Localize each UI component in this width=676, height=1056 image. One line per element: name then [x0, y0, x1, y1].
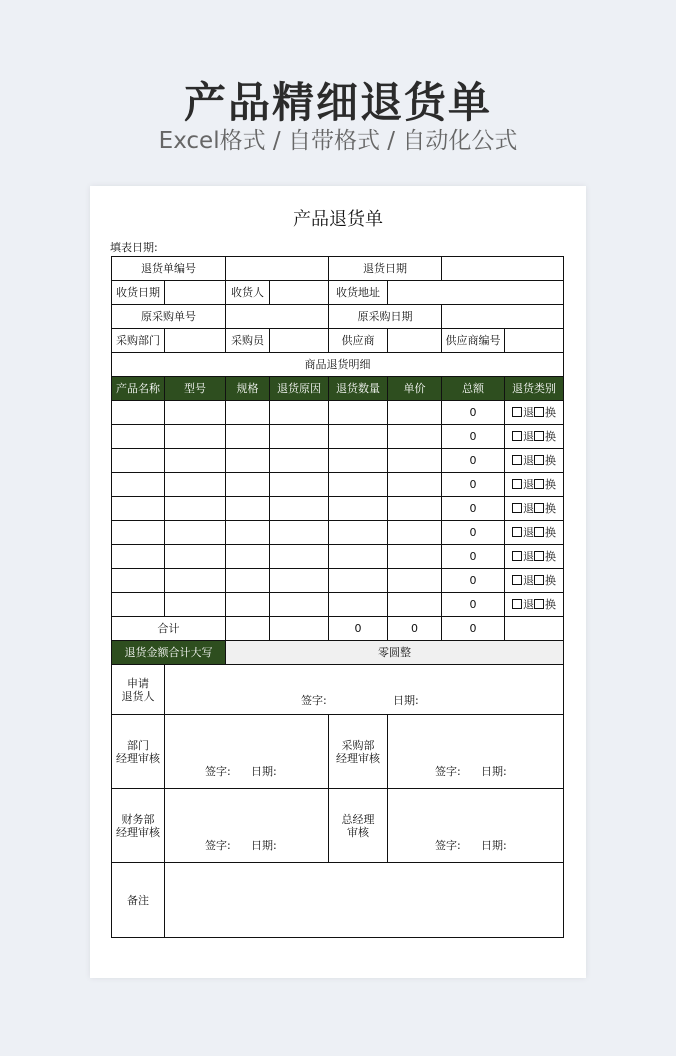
- reason-cell[interactable]: [270, 473, 329, 497]
- receive-date-field[interactable]: [165, 281, 226, 305]
- model-cell[interactable]: [165, 521, 226, 545]
- dept-row: [112, 715, 564, 789]
- return-checkbox[interactable]: [512, 599, 522, 609]
- row-total-cell: 0: [442, 401, 505, 425]
- receive-addr-field[interactable]: [388, 281, 564, 305]
- exchange-label: 换: [545, 502, 556, 515]
- category-cell: [505, 449, 564, 473]
- qty-cell[interactable]: [329, 473, 388, 497]
- reason-cell[interactable]: [270, 521, 329, 545]
- return-label: 退: [523, 502, 534, 515]
- model-cell[interactable]: [165, 569, 226, 593]
- sum-category: [505, 617, 564, 641]
- sum-qty: 0: [329, 617, 388, 641]
- general-mgr-label-text: 总经理 审核: [341, 812, 375, 839]
- row-total-cell: 0: [442, 425, 505, 449]
- sum-price: 0: [388, 617, 442, 641]
- supplier-no-field[interactable]: [505, 329, 564, 353]
- return-label: 退: [523, 598, 534, 611]
- product-name-cell[interactable]: [112, 545, 165, 569]
- spec-cell[interactable]: [226, 545, 270, 569]
- row-total-cell: 0: [442, 545, 505, 569]
- qty-cell[interactable]: [329, 545, 388, 569]
- price-cell[interactable]: [388, 545, 442, 569]
- supplier-no-label: 供应商编号: [442, 329, 505, 353]
- model-cell[interactable]: [165, 545, 226, 569]
- exchange-label: 换: [545, 598, 556, 611]
- col-qty: 退货数量: [329, 377, 388, 401]
- return-label: 退: [523, 454, 534, 467]
- product-name-cell[interactable]: [112, 401, 165, 425]
- model-cell[interactable]: [165, 449, 226, 473]
- exchange-label: 换: [545, 526, 556, 539]
- supplier-field[interactable]: [388, 329, 442, 353]
- applicant-sign-label: 签字:: [301, 694, 327, 707]
- general-mgr-label: [329, 789, 388, 863]
- spec-cell[interactable]: [226, 473, 270, 497]
- spec-cell[interactable]: [226, 569, 270, 593]
- exchange-checkbox[interactable]: [534, 575, 544, 585]
- price-cell[interactable]: [388, 521, 442, 545]
- return-checkbox[interactable]: [512, 407, 522, 417]
- dept-mgr-date-label: 日期:: [251, 765, 277, 778]
- qty-cell[interactable]: [329, 521, 388, 545]
- return-checkbox[interactable]: [512, 431, 522, 441]
- sum-label: 合计: [112, 617, 226, 641]
- qty-cell[interactable]: [329, 497, 388, 521]
- exchange-checkbox[interactable]: [534, 503, 544, 513]
- purchase-dept-field[interactable]: [165, 329, 226, 353]
- table-row: [112, 521, 564, 545]
- table-row: [112, 425, 564, 449]
- detail-title: 商品退货明细: [112, 353, 564, 377]
- return-date-label: 退货日期: [329, 257, 442, 281]
- product-name-cell[interactable]: [112, 473, 165, 497]
- price-cell[interactable]: [388, 593, 442, 617]
- col-spec: 规格: [226, 377, 270, 401]
- finance-mgr-sign-label: 签字:: [205, 839, 231, 852]
- table-row: [112, 449, 564, 473]
- product-name-cell[interactable]: [112, 449, 165, 473]
- info-row-1: [112, 257, 564, 281]
- qty-cell[interactable]: [329, 569, 388, 593]
- qty-cell[interactable]: [329, 449, 388, 473]
- return-date-field[interactable]: [442, 257, 564, 281]
- receive-addr-label: 收货地址: [329, 281, 388, 305]
- product-name-cell[interactable]: [112, 497, 165, 521]
- sum-reason: [270, 617, 329, 641]
- fill-date-label: 填表日期:: [110, 241, 158, 254]
- form-title: 产品退货单: [293, 209, 383, 230]
- applicant-sign-area[interactable]: [165, 665, 564, 715]
- exchange-checkbox[interactable]: [534, 599, 544, 609]
- receiver-field[interactable]: [270, 281, 329, 305]
- row-total-cell: 0: [442, 449, 505, 473]
- return-no-label: 退货单编号: [112, 257, 226, 281]
- row-total-cell: 0: [442, 521, 505, 545]
- exchange-label: 换: [545, 454, 556, 467]
- return-checkbox[interactable]: [512, 527, 522, 537]
- category-cell: [505, 593, 564, 617]
- col-model: 型号: [165, 377, 226, 401]
- table-row: [112, 569, 564, 593]
- exchange-label: 换: [545, 550, 556, 563]
- spec-cell[interactable]: [226, 401, 270, 425]
- price-cell[interactable]: [388, 569, 442, 593]
- dept-mgr-sign-area[interactable]: [165, 715, 329, 789]
- dept-mgr-label: [112, 715, 165, 789]
- purchase-mgr-date-label: 日期:: [481, 765, 507, 778]
- finance-mgr-label-text: 财务部 经理审核: [116, 812, 160, 839]
- exchange-checkbox[interactable]: [534, 479, 544, 489]
- remarks-field[interactable]: [165, 863, 564, 938]
- purchase-dept-label: 采购部门: [112, 329, 165, 353]
- finance-row: [112, 789, 564, 863]
- row-total-cell: 0: [442, 593, 505, 617]
- exchange-checkbox[interactable]: [534, 551, 544, 561]
- purchase-mgr-sign-label: 签字:: [435, 765, 461, 778]
- spec-cell[interactable]: [226, 521, 270, 545]
- applicant-row: [112, 665, 564, 715]
- applicant-label: [112, 665, 165, 715]
- category-cell: [505, 497, 564, 521]
- model-cell[interactable]: [165, 593, 226, 617]
- finance-mgr-label: [112, 789, 165, 863]
- reason-cell[interactable]: [270, 449, 329, 473]
- category-cell: [505, 521, 564, 545]
- receiver-label: 收货人: [226, 281, 270, 305]
- exchange-label: 换: [545, 406, 556, 419]
- row-total-cell: 0: [442, 569, 505, 593]
- col-price: 单价: [388, 377, 442, 401]
- sum-total: 0: [442, 617, 505, 641]
- price-cell[interactable]: [388, 497, 442, 521]
- category-cell: [505, 401, 564, 425]
- table-row: [112, 497, 564, 521]
- category-cell: [505, 473, 564, 497]
- return-checkbox[interactable]: [512, 575, 522, 585]
- product-name-cell[interactable]: [112, 569, 165, 593]
- page-title: 产品精细退货单: [183, 78, 492, 127]
- detail-title-row: [112, 353, 564, 377]
- table-row: [112, 401, 564, 425]
- amount-words-row: [112, 641, 564, 665]
- dept-mgr-sign-label: 签字:: [205, 765, 231, 778]
- return-label: 退: [523, 430, 534, 443]
- product-name-cell[interactable]: [112, 425, 165, 449]
- model-cell[interactable]: [165, 497, 226, 521]
- return-form-table: [111, 256, 564, 938]
- price-cell[interactable]: [388, 449, 442, 473]
- reason-cell[interactable]: [270, 593, 329, 617]
- amount-words-value: 零圆整: [226, 641, 564, 665]
- po-no-field[interactable]: [226, 305, 329, 329]
- sum-row: [112, 617, 564, 641]
- return-no-field[interactable]: [226, 257, 329, 281]
- page-subtitle: Excel格式 / 自带格式 / 自动化公式: [158, 128, 518, 154]
- applicant-date-label: 日期:: [393, 694, 419, 707]
- table-row: [112, 593, 564, 617]
- spec-cell[interactable]: [226, 497, 270, 521]
- buyer-label: 采购员: [226, 329, 270, 353]
- exchange-label: 换: [545, 574, 556, 587]
- product-name-cell[interactable]: [112, 521, 165, 545]
- row-total-cell: 0: [442, 473, 505, 497]
- remarks-label: 备注: [112, 863, 165, 938]
- reason-cell[interactable]: [270, 497, 329, 521]
- purchase-mgr-label-text: 采购部 经理审核: [336, 738, 380, 765]
- finance-mgr-date-label: 日期:: [251, 839, 277, 852]
- return-label: 退: [523, 526, 534, 539]
- general-mgr-date-label: 日期:: [481, 839, 507, 852]
- table-row: [112, 473, 564, 497]
- general-mgr-sign-area[interactable]: [388, 789, 564, 863]
- qty-cell[interactable]: [329, 593, 388, 617]
- table-row: [112, 545, 564, 569]
- sum-spec: [226, 617, 270, 641]
- model-cell[interactable]: [165, 473, 226, 497]
- category-cell: [505, 425, 564, 449]
- return-checkbox[interactable]: [512, 551, 522, 561]
- spec-cell[interactable]: [226, 425, 270, 449]
- exchange-checkbox[interactable]: [534, 527, 544, 537]
- purchase-mgr-label: [329, 715, 388, 789]
- model-cell[interactable]: [165, 401, 226, 425]
- receive-date-label: 收货日期: [112, 281, 165, 305]
- reason-cell[interactable]: [270, 425, 329, 449]
- col-category: 退货类别: [505, 377, 564, 401]
- model-cell[interactable]: [165, 425, 226, 449]
- general-mgr-sign-label: 签字:: [435, 839, 461, 852]
- exchange-label: 换: [545, 478, 556, 491]
- row-total-cell: 0: [442, 497, 505, 521]
- buyer-field[interactable]: [270, 329, 329, 353]
- price-cell[interactable]: [388, 473, 442, 497]
- info-row-4: [112, 329, 564, 353]
- category-cell: [505, 569, 564, 593]
- amount-words-label: 退货金额合计大写: [112, 641, 226, 665]
- spec-cell[interactable]: [226, 593, 270, 617]
- exchange-checkbox[interactable]: [534, 407, 544, 417]
- price-cell[interactable]: [388, 425, 442, 449]
- purchase-mgr-sign-area[interactable]: [388, 715, 564, 789]
- info-row-3: [112, 305, 564, 329]
- return-checkbox[interactable]: [512, 479, 522, 489]
- col-reason: 退货原因: [270, 377, 329, 401]
- product-name-cell[interactable]: [112, 593, 165, 617]
- po-date-label: 原采购日期: [329, 305, 442, 329]
- return-label: 退: [523, 574, 534, 587]
- reason-cell[interactable]: [270, 545, 329, 569]
- return-checkbox[interactable]: [512, 455, 522, 465]
- dept-mgr-label-text: 部门 经理审核: [116, 738, 160, 765]
- supplier-label: 供应商: [329, 329, 388, 353]
- col-total: 总额: [442, 377, 505, 401]
- exchange-checkbox[interactable]: [534, 455, 544, 465]
- return-label: 退: [523, 406, 534, 419]
- return-label: 退: [523, 550, 534, 563]
- qty-cell[interactable]: [329, 425, 388, 449]
- col-product-name: 产品名称: [112, 377, 165, 401]
- return-checkbox[interactable]: [512, 503, 522, 513]
- reason-cell[interactable]: [270, 401, 329, 425]
- qty-cell[interactable]: [329, 401, 388, 425]
- column-header-row: [112, 377, 564, 401]
- category-cell: [505, 545, 564, 569]
- po-no-label: 原采购单号: [112, 305, 226, 329]
- applicant-label-text: 申请 退货人: [121, 676, 155, 703]
- exchange-label: 换: [545, 430, 556, 443]
- exchange-checkbox[interactable]: [534, 431, 544, 441]
- finance-mgr-sign-area[interactable]: [165, 789, 329, 863]
- return-label: 退: [523, 478, 534, 491]
- price-cell[interactable]: [388, 401, 442, 425]
- spec-cell[interactable]: [226, 449, 270, 473]
- remarks-row: [112, 863, 564, 938]
- po-date-field[interactable]: [442, 305, 564, 329]
- info-row-2: [112, 281, 564, 305]
- reason-cell[interactable]: [270, 569, 329, 593]
